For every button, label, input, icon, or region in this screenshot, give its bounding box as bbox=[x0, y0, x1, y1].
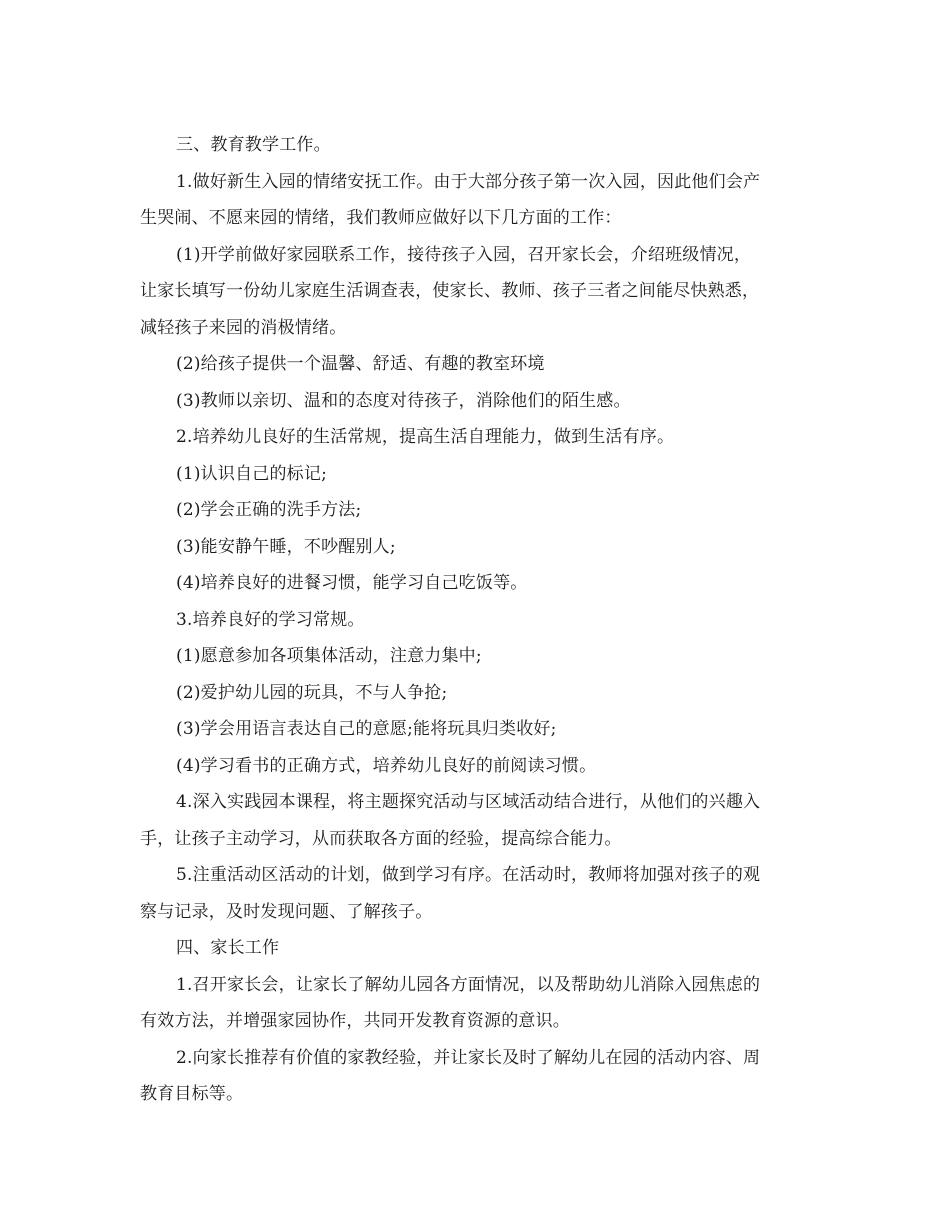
document-body bbox=[140, 127, 815, 1113]
paragraph-line: (1)开学前做好家园联系工作，接待孩子入园，召开家长会，介绍班级情况， bbox=[176, 244, 752, 265]
paragraph-line: 5.注重活动区活动的计划，做到学习有序。在活动时，教师将加强对孩子的观 bbox=[176, 865, 761, 885]
paragraph-line: (3)教师以亲切、温和的态度对待孩子，消除他们的陌生感。 bbox=[176, 390, 631, 411]
paragraph-line: 生哭闹、不愿来园的情绪，我们教师应做好以下几方面的工作： bbox=[140, 208, 622, 228]
section-heading-parents: 四、家长工作 bbox=[176, 938, 280, 958]
section-heading-teaching: 三、教育教学工作。 bbox=[176, 135, 331, 155]
paragraph-line: (4)培养良好的进餐习惯，能学习自己吃饭等。 bbox=[176, 573, 528, 593]
paragraph-line: (1)认识自己的标记; bbox=[176, 463, 328, 484]
paragraph-line: (3)学会用语言表达自己的意愿;能将玩具归类收好; bbox=[176, 719, 557, 739]
paragraph-line: 教育目标等。 bbox=[140, 1084, 244, 1104]
paragraph-line: 察与记录，及时发现问题、了解孩子。 bbox=[140, 901, 433, 922]
paragraph-line: 有效方法，并增强家园协作，共同开发教育资源的意识。 bbox=[140, 1011, 570, 1031]
paragraph-line: (3)能安静午睡，不吵醒别人; bbox=[176, 536, 396, 557]
paragraph-line: 4.深入实践园本课程，将主题探究活动与区域活动结合进行，从他们的兴趣入 bbox=[176, 792, 761, 812]
paragraph-line: 手，让孩子主动学习，从而获取各方面的经验，提高综合能力。 bbox=[140, 828, 622, 849]
paragraph-line: (4)学习看书的正确方式，培养幼儿良好的前阅读习惯。 bbox=[176, 755, 597, 776]
paragraph-line: (2)给孩子提供一个温馨、舒适、有趣的教室环境 bbox=[176, 354, 545, 374]
paragraph-line: (1)愿意参加各项集体活动，注意力集中; bbox=[176, 646, 482, 666]
paragraph-line: (2)学会正确的洗手方法; bbox=[176, 500, 362, 520]
paragraph-line: 2.向家长推荐有价值的家教经验，并让家长及时了解幼儿在园的活动内容、周 bbox=[176, 1047, 761, 1068]
paragraph-line: 2.培养幼儿良好的生活常规，提高生活自理能力，做到生活有序。 bbox=[176, 427, 675, 447]
paragraph-line: 减轻孩子来园的消极情绪。 bbox=[140, 317, 347, 338]
paragraph-line: (2)爱护幼儿园的玩具，不与人争抢; bbox=[176, 682, 448, 703]
paragraph-line: 让家长填写一份幼儿家庭生活调查表，使家长、教师、孩子三者之间能尽快熟悉， bbox=[140, 281, 760, 301]
paragraph-line: 1.召开家长会，让家长了解幼儿园各方面情况，以及帮助幼儿消除入园焦虑的 bbox=[176, 974, 761, 995]
paragraph-line: 1.做好新生入园的情绪安抚工作。由于大部分孩子第一次入园，因此他们会产 bbox=[176, 171, 761, 192]
paragraph-line: 3.培养良好的学习常规。 bbox=[176, 609, 365, 630]
